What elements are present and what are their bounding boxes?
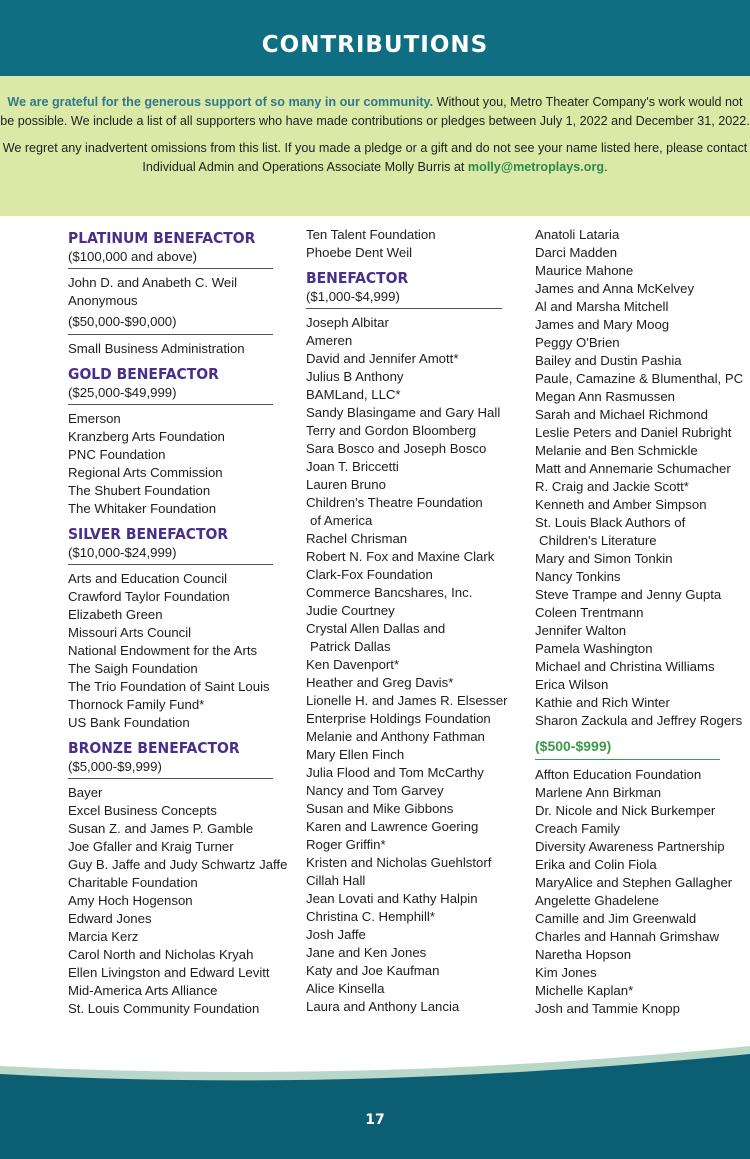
donor-name: Marlene Ann Birkman <box>535 785 662 800</box>
donor-name: Megan Ann Rasmussen <box>535 389 676 404</box>
donor-list-bronze <box>68 784 288 1018</box>
donor-name: Matt and Annemarie Schumacher <box>535 461 731 476</box>
donor-name: Sandy Blasingame and Gary Hall <box>306 405 501 420</box>
donor-name: Melanie and Ben Schmickle <box>535 443 698 458</box>
donor-name: Sharon Zackula and Jeffrey Rogers <box>535 713 743 728</box>
intro-period: . <box>604 160 608 174</box>
donor-name: Steve Trampe and Jenny Gupta <box>535 587 722 602</box>
tier-heading-silver: SILVER BENEFACTOR <box>68 525 229 543</box>
donor-name: Enterprise Holdings Foundation <box>306 711 491 726</box>
donor-list-benefactor-cont <box>535 226 744 730</box>
donor-name: Excel Business Concepts <box>68 803 217 818</box>
donor-name: Joseph Albitar <box>306 315 389 330</box>
donor-name: Kristen and Nicholas Guehlstorf <box>306 855 492 870</box>
donor-name: Commerce Bancshares, Inc. <box>306 585 473 600</box>
donor-name: Karen and Lawrence Goering <box>306 819 479 834</box>
donor-name: Nancy Tonkins <box>535 569 621 584</box>
donor-name: James and Mary Moog <box>535 317 670 332</box>
donor-name: Amy Hoch Hogenson <box>68 893 193 908</box>
donor-name: National Endowment for the Arts <box>68 643 258 658</box>
tier-range-bronze: ($5,000-$9,999) <box>68 758 273 779</box>
donor-name: Jean Lovati and Kathy Halpin <box>306 891 478 906</box>
donor-name: Crystal Allen Dallas and <box>306 621 446 636</box>
donor-name: Josh Jaffe <box>306 927 366 942</box>
donor-name: Cillah Hall <box>306 873 366 888</box>
donor-name: MaryAlice and Stephen Gallagher <box>535 875 733 890</box>
column-1 <box>68 226 288 1018</box>
donor-name: Judie Courtney <box>306 603 395 618</box>
donor-name: Al and Marsha Mitchell <box>535 299 669 314</box>
donor-name: Elizabeth Green <box>68 607 163 622</box>
donor-name: The Whitaker Foundation <box>68 501 217 516</box>
donor-name: Michelle Kaplan* <box>535 983 634 998</box>
donor-name: The Saigh Foundation <box>68 661 198 676</box>
donor-name: Susan and Mike Gibbons <box>306 801 454 816</box>
donor-name: Charles and Hannah Grimshaw <box>535 929 719 944</box>
donor-name: Pamela Washington <box>535 641 653 656</box>
donor-name: Joe Gfaller and Kraig Turner <box>68 839 234 854</box>
donor-name: St. Louis Black Authors of <box>535 515 686 530</box>
tier-heading-platinum: PLATINUM BENEFACTOR <box>68 229 256 247</box>
donor-name: US Bank Foundation <box>68 715 190 730</box>
donor-name: Bayer <box>68 785 103 800</box>
donor-name: David and Jennifer Amott* <box>306 351 459 366</box>
donor-name: Diversity Awareness Partnership <box>535 839 725 854</box>
donor-name: PNC Foundation <box>68 447 166 462</box>
donor-name: Lauren Bruno <box>306 477 386 492</box>
tier-range-500: ($500-$999) <box>535 737 720 760</box>
tier-range-platinum-2: ($50,000-$90,000) <box>68 313 273 335</box>
intro-lead: We are grateful for the generous support of so many in our community. <box>7 95 434 109</box>
donor-list-500 <box>535 766 733 1018</box>
donor-name: Marcia Kerz <box>68 929 139 944</box>
donor-name: Leslie Peters and Daniel Rubright <box>535 425 732 440</box>
contact-email-link[interactable]: molly@metroplays.org <box>467 160 605 174</box>
page-header <box>0 0 750 76</box>
donor-name: Bailey and Dustin Pashia <box>535 353 682 368</box>
wave-band <box>0 1054 750 1159</box>
donor-name: BAMLand, LLC* <box>306 387 401 402</box>
donor-name: Children's Literature <box>539 533 657 548</box>
donor-name: Crawford Taylor Foundation <box>68 589 230 604</box>
donor-name: Clark-Fox Foundation <box>306 567 433 582</box>
footer-wave <box>0 1040 750 1159</box>
donor-name: Creach Family <box>535 821 621 836</box>
donor-list-gold <box>68 410 273 518</box>
donor-name: Kathie and Rich Winter <box>535 695 670 710</box>
donor-name: Paule, Camazine & Blumenthal, PC <box>535 371 744 386</box>
donor-name: Coleen Trentmann <box>535 605 644 620</box>
donor-name: Ellen Livingston and Edward Levitt <box>68 965 270 980</box>
tier-range-gold: ($25,000-$49,999) <box>68 384 273 405</box>
donor-list-bronze-cont <box>306 226 502 262</box>
donor-name: Anonymous <box>68 293 138 308</box>
donor-name: Kim Jones <box>535 965 597 980</box>
donor-name: Christina C. Hemphill* <box>306 909 435 924</box>
tier-heading-benefactor: BENEFACTOR <box>306 269 409 287</box>
donor-name: Julia Flood and Tom McCarthy <box>306 765 484 780</box>
donor-name: Erica Wilson <box>535 677 609 692</box>
donor-name: Affton Education Foundation <box>535 767 702 782</box>
donor-name: Children's Theatre Foundation <box>306 495 483 510</box>
donor-name: Lionelle H. and James R. Elsesser <box>306 693 508 708</box>
tier-range-benefactor: ($1,000-$4,999) <box>306 288 502 309</box>
donor-name: Mary and Simon Tonkin <box>535 551 673 566</box>
donor-name: Mary Ellen Finch <box>306 747 405 762</box>
tier-heading-gold: GOLD BENEFACTOR <box>68 365 219 383</box>
donor-name: Patrick Dallas <box>310 639 391 654</box>
donor-list-platinum <box>68 274 273 310</box>
donor-name: James and Anna McKelvey <box>535 281 695 296</box>
donor-name: Ameren <box>306 333 353 348</box>
donor-name: R. Craig and Jackie Scott* <box>535 479 689 494</box>
donor-name: Nancy and Tom Garvey <box>306 783 444 798</box>
donor-name: Rachel Chrisman <box>306 531 408 546</box>
donor-name: Mid-America Arts Alliance <box>68 983 218 998</box>
page-number: 17 <box>365 1112 385 1128</box>
donor-name: Alice Kinsella <box>306 981 385 996</box>
donor-name: Guy B. Jaffe and Judy Schwartz Jaffe <box>68 857 288 872</box>
donor-name: Regional Arts Commission <box>68 465 223 480</box>
donor-name: Carol North and Nicholas Kryah <box>68 947 254 962</box>
donor-name: Jennifer Walton <box>535 623 627 638</box>
tier-range-platinum: ($100,000 and above) <box>68 248 273 269</box>
donor-name: Ten Talent Foundation <box>306 227 436 242</box>
donor-name: Edward Jones <box>68 911 152 926</box>
donor-list-silver <box>68 570 273 732</box>
donor-name: Thornock Family Fund* <box>68 697 205 712</box>
donor-name: Kranzberg Arts Foundation <box>68 429 225 444</box>
column-3 <box>535 226 744 1018</box>
donor-name: Naretha Hopson <box>535 947 632 962</box>
donor-name: Ken Davenport* <box>306 657 400 672</box>
donor-name: Michael and Christina Williams <box>535 659 715 674</box>
donor-name: Phoebe Dent Weil <box>306 245 413 260</box>
donor-name: Maurice Mahone <box>535 263 634 278</box>
donor-name: Camille and Jim Greenwald <box>535 911 697 926</box>
donor-name: The Trio Foundation of Saint Louis <box>68 679 270 694</box>
donor-name: Susan Z. and James P. Gamble <box>68 821 254 836</box>
donor-name: Katy and Joe Kaufman <box>306 963 440 978</box>
donor-name: Josh and Tammie Knopp <box>535 1001 680 1016</box>
donor-name: Joan T. Briccetti <box>306 459 399 474</box>
donor-name: Robert N. Fox and Maxine Clark <box>306 549 495 564</box>
tier-heading-bronze: BRONZE BENEFACTOR <box>68 739 240 757</box>
donor-name: Sara Bosco and Joseph Bosco <box>306 441 487 456</box>
donor-name: St. Louis Community Foundation <box>68 1001 260 1016</box>
donor-name: Julius B Anthony <box>306 369 404 384</box>
donor-name: Melanie and Anthony Fathman <box>306 729 485 744</box>
donor-name: Charitable Foundation <box>68 875 198 890</box>
intro-paragraph-2 <box>0 139 750 177</box>
donor-name: Laura and Anthony Lancia <box>306 999 460 1014</box>
donor-name: Heather and Greg Davis* <box>306 675 454 690</box>
donor-name: Roger Griffin* <box>306 837 386 852</box>
donor-name: John D. and Anabeth C. Weil <box>68 275 238 290</box>
donor-name: Small Business Administration <box>68 341 245 356</box>
donor-name: Peggy O'Brien <box>535 335 620 350</box>
donor-list-platinum-2 <box>68 340 273 358</box>
tier-range-silver: ($10,000-$24,999) <box>68 544 273 565</box>
donor-name: Anatoli Lataria <box>535 227 620 242</box>
donor-list-benefactor <box>306 314 508 1016</box>
page-title: CONTRIBUTIONS <box>261 32 489 58</box>
omissions-text: We regret any inadvertent omissions from this list. If you made a pledge or a gift and do not see your name listed here, please contact Individual Admin and Operations Associate Molly Burris at <box>2 141 748 174</box>
donor-name: Arts and Education Council <box>68 571 228 586</box>
intro-panel <box>0 76 750 216</box>
donor-name: Kenneth and Amber Simpson <box>535 497 707 512</box>
column-2 <box>306 226 508 1016</box>
donor-name: The Shubert Foundation <box>68 483 211 498</box>
donor-name: Angelette Ghadelene <box>535 893 659 908</box>
intro-text: Without you, Metro Theater Company's work would not be possible. We include a list of all supporters who have made contributions or pledges between July 1, 2022 and December 31, 2022. <box>0 95 750 128</box>
donor-name: Jane and Ken Jones <box>306 945 427 960</box>
donor-name: Erika and Colin Fiola <box>535 857 657 872</box>
donor-name: Missouri Arts Council <box>68 625 192 640</box>
donor-name: Dr. Nicole and Nick Burkemper <box>535 803 716 818</box>
donor-name: Emerson <box>68 411 121 426</box>
donor-name: Darci Madden <box>535 245 618 260</box>
donor-name: Sarah and Michael Richmond <box>535 407 708 422</box>
intro-paragraph-1 <box>0 76 750 131</box>
donor-name: of America <box>310 513 373 528</box>
donor-name: Terry and Gordon Bloomberg <box>306 423 477 438</box>
